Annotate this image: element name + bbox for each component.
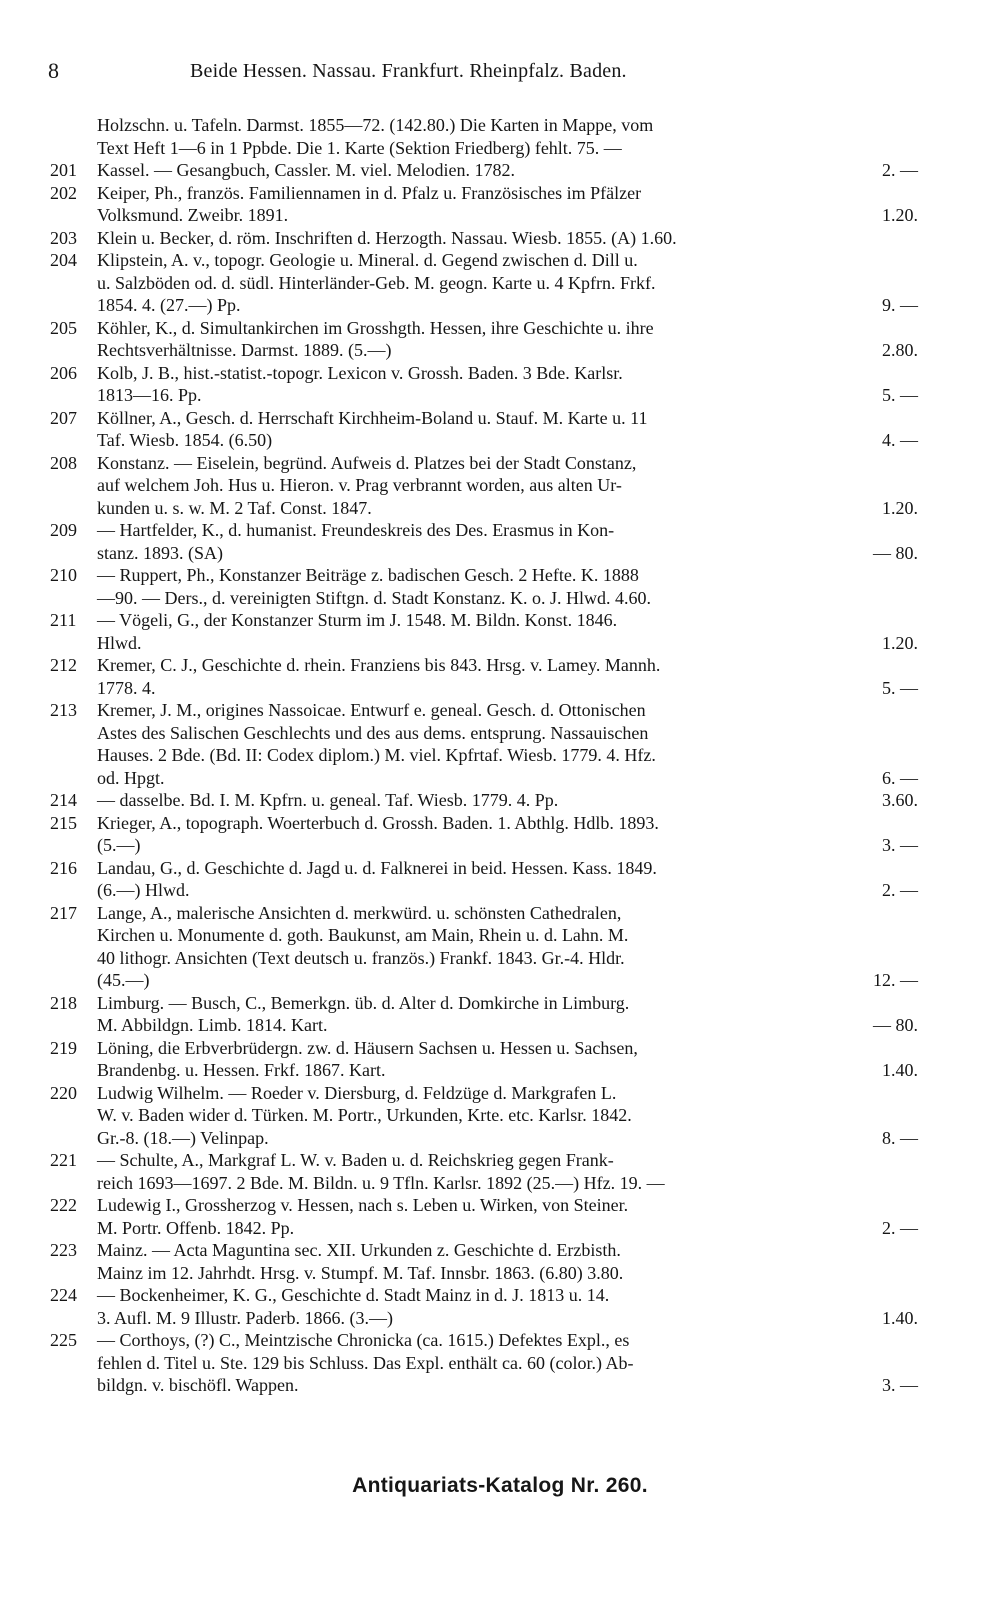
entry-number: 217 <box>50 902 77 923</box>
catalog-entry <box>0 699 1000 789</box>
entry-price: — 80. <box>873 1015 918 1035</box>
entry-text: Keiper, Ph., französ. Familiennamen in d. Pfalz u. Französisches im Pfälzer <box>97 182 642 203</box>
entry-line <box>0 1059 1000 1082</box>
entry-line <box>0 1104 1000 1127</box>
entry-price: 3. — <box>882 835 918 855</box>
entry-text: — Bockenheimer, K. G., Geschichte d. Stadt Mainz in d. J. 1813 u. 14. <box>97 1285 610 1305</box>
entry-text: M. Portr. Offenb. 1842. Pp. <box>97 1217 295 1238</box>
entry-price: 1.20. <box>882 205 918 225</box>
entry-text: — Hartfelder, K., d. humanist. Freundeskreis des Des. Erasmus in Kon- <box>97 520 615 540</box>
entry-line <box>0 1262 1000 1285</box>
entry-price: 3.60. <box>882 790 918 810</box>
entry-line <box>0 857 1000 880</box>
entry-line <box>0 1284 1000 1307</box>
entry-line <box>0 834 1000 857</box>
entry-line <box>0 1307 1000 1330</box>
entry-text: Konstanz. — Eiselein, begründ. Aufweis d. Platzes bei der Stadt Constanz, <box>97 452 637 473</box>
catalog-entry <box>0 1329 1000 1397</box>
catalog-entry <box>0 452 1000 520</box>
entry-text: 3. Aufl. M. 9 Illustr. Paderb. 1866. (3.—) <box>97 1307 393 1328</box>
entry-line <box>0 632 1000 655</box>
catalog-entry <box>0 362 1000 407</box>
entry-number: 214 <box>50 790 77 810</box>
entry-line <box>0 452 1000 475</box>
catalog-entry <box>0 407 1000 452</box>
entry-line <box>0 992 1000 1015</box>
entry-text: W. v. Baden wider d. Türken. M. Portr., Urkunden, Krte. etc. Karlsr. 1842. <box>97 1105 632 1125</box>
entry-line <box>0 317 1000 340</box>
entry-price: 5. — <box>882 385 918 405</box>
entry-line <box>0 1239 1000 1262</box>
entry-line <box>0 609 1000 632</box>
entry-price: 3. — <box>882 1375 918 1395</box>
entry-line <box>0 474 1000 497</box>
entry-price: 2.80. <box>882 340 918 360</box>
entry-number: 206 <box>50 362 77 383</box>
entry-text: Brandenbg. u. Hessen. Frkf. 1867. Kart. <box>97 1060 386 1080</box>
running-title: Beide Hessen. Nassau. Frankfurt. Rheinpfalz. Baden. <box>190 60 627 82</box>
entry-line <box>0 137 1000 160</box>
entry-text: od. Hpgt. <box>97 767 165 788</box>
catalog-entry <box>0 249 1000 317</box>
entry-line <box>0 1374 1000 1397</box>
entry-line <box>0 497 1000 520</box>
entry-price: 1.40. <box>882 1060 918 1080</box>
entry-text: Limburg. — Busch, C., Bemerkgn. üb. d. Alter d. Domkirche in Limburg. <box>97 992 630 1013</box>
entry-text: — Ruppert, Ph., Konstanzer Beiträge z. badischen Gesch. 2 Hefte. K. 1888 <box>97 565 639 585</box>
entry-number: 222 <box>50 1195 77 1215</box>
entry-line <box>0 722 1000 745</box>
entry-line <box>0 699 1000 722</box>
entry-text: u. Salzböden od. d. südl. Hinterländer-Geb. M. geogn. Karte u. 4 Kpfrn. Frkf. <box>97 272 656 293</box>
entry-price: 6. — <box>882 767 918 788</box>
entry-line <box>0 407 1000 430</box>
entry-line <box>0 1194 1000 1217</box>
entry-number: 220 <box>50 1082 77 1103</box>
entry-text: reich 1693—1697. 2 Bde. M. Bildn. u. 9 Tfln. Karlsr. 1892 (25.—) Hfz. 19. — <box>97 1172 665 1193</box>
entry-line <box>0 249 1000 272</box>
entry-line <box>0 272 1000 295</box>
entry-price: 1.20. <box>882 497 918 518</box>
entry-line <box>0 429 1000 452</box>
entry-price: 9. — <box>882 295 918 315</box>
catalog-entry <box>0 609 1000 654</box>
entry-line <box>0 1082 1000 1105</box>
catalog-entry <box>0 159 1000 182</box>
entry-price: — 80. <box>873 542 918 563</box>
entry-text: — Schulte, A., Markgraf L. W. v. Baden u. d. Reichskrieg gegen Frank- <box>97 1150 614 1170</box>
entry-text: (6.—) Hlwd. <box>97 880 190 900</box>
entry-line <box>0 204 1000 227</box>
entry-price: 8. — <box>882 1127 918 1148</box>
entry-text: Ludewig I., Grossherzog v. Hessen, nach s. Leben u. Wirken, von Steiner. <box>97 1195 629 1215</box>
entry-line <box>0 159 1000 182</box>
catalog-entry <box>0 519 1000 564</box>
catalog-entry <box>0 902 1000 992</box>
entry-text: Löning, die Erbverbrüdergn. zw. d. Häusern Sachsen u. Hessen u. Sachsen, <box>97 1037 638 1058</box>
entry-text: Klein u. Becker, d. röm. Inschriften d. Herzogth. Nassau. Wiesb. 1855. (A) 1.60. <box>97 227 677 248</box>
catalog-entry <box>0 857 1000 902</box>
entry-number: 215 <box>50 812 77 833</box>
entry-text: 40 lithogr. Ansichten (Text deutsch u. französ.) Frankf. 1843. Gr.-4. Hldr. <box>97 947 625 968</box>
catalog-entry <box>0 1082 1000 1150</box>
entry-text: —90. — Ders., d. vereinigten Stiftgn. d. Stadt Konstanz. K. o. J. Hlwd. 4.60. <box>97 587 651 608</box>
entry-line <box>0 1172 1000 1195</box>
entry-text: Taf. Wiesb. 1854. (6.50) <box>97 430 273 450</box>
catalog-entry <box>0 227 1000 250</box>
entry-text: fehlen d. Titel u. Ste. 129 bis Schluss. Das Expl. enthält ca. 60 (color.) Ab- <box>97 1352 634 1373</box>
entry-number: 225 <box>50 1330 77 1350</box>
entry-line <box>0 1037 1000 1060</box>
entry-text: Mainz im 12. Jahrhdt. Hrsg. v. Stumpf. M. Taf. Innsbr. 1863. (6.80) 3.80. <box>97 1262 624 1283</box>
entry-text: stanz. 1893. (SA) <box>97 542 223 563</box>
catalog-entry <box>0 1239 1000 1284</box>
entry-number: 207 <box>50 407 77 428</box>
entry-text: 1854. 4. (27.—) Pp. <box>97 295 241 315</box>
entry-text: M. Abbildgn. Limb. 1814. Kart. <box>97 1015 328 1035</box>
entry-line <box>0 227 1000 250</box>
entry-number: 224 <box>50 1285 77 1305</box>
entry-text: Kremer, J. M., origines Nassoicae. Entwurf e. geneal. Gesch. d. Ottonischen <box>97 700 646 720</box>
entry-line <box>0 744 1000 767</box>
entry-text: 1778. 4. <box>97 677 156 698</box>
entry-line <box>0 564 1000 587</box>
entry-text: Köllner, A., Gesch. d. Herrschaft Kirchheim-Boland u. Stauf. M. Karte u. 11 <box>97 407 648 428</box>
entry-number: 202 <box>50 182 77 203</box>
entry-text: Hauses. 2 Bde. (Bd. II: Codex diplom.) M. viel. Kpfrtaf. Wiesb. 1779. 4. Hfz. <box>97 745 656 765</box>
entry-text: Mainz. — Acta Maguntina sec. XII. Urkunden z. Geschichte d. Erzbisth. <box>97 1240 621 1260</box>
catalog-entries <box>0 114 1000 1397</box>
entry-text: — Corthoys, (?) C., Meintzische Chronicka (ca. 1615.) Defektes Expl., es <box>97 1330 630 1350</box>
entry-line <box>0 519 1000 542</box>
entry-price: 12. — <box>873 970 918 990</box>
entry-text: Krieger, A., topograph. Woerterbuch d. Grossh. Baden. 1. Abthlg. Hdlb. 1893. <box>97 812 659 833</box>
entry-text: (45.—) <box>97 970 150 990</box>
entry-text: Kolb, J. B., hist.-statist.-topogr. Lexicon v. Grossh. Baden. 3 Bde. Karlsr. <box>97 362 623 383</box>
entry-number: 216 <box>50 857 77 878</box>
entry-line <box>0 362 1000 385</box>
entry-number: 205 <box>50 317 77 338</box>
entry-number: 223 <box>50 1240 77 1260</box>
entry-line <box>0 114 1000 137</box>
entry-line <box>0 294 1000 317</box>
entry-line <box>0 542 1000 565</box>
entry-text: Landau, G., d. Geschichte d. Jagd u. d. Falknerei in beid. Hessen. Kass. 1849. <box>97 857 657 878</box>
catalog-entry <box>0 1194 1000 1239</box>
catalog-entry <box>0 114 1000 159</box>
entry-text: Kremer, C. J., Geschichte d. rhein. Franziens bis 843. Hrsg. v. Lamey. Mannh. <box>97 655 661 675</box>
entry-line <box>0 1014 1000 1037</box>
entry-number: 201 <box>50 160 77 180</box>
catalog-entry <box>0 317 1000 362</box>
entry-number: 203 <box>50 227 77 248</box>
entry-line <box>0 654 1000 677</box>
entry-number: 212 <box>50 655 77 675</box>
entry-line <box>0 947 1000 970</box>
page-number: 8 <box>48 58 59 83</box>
entry-line <box>0 902 1000 925</box>
entry-number: 218 <box>50 992 77 1013</box>
entry-line <box>0 924 1000 947</box>
entry-line <box>0 339 1000 362</box>
entry-line <box>0 879 1000 902</box>
entry-text: kunden u. s. w. M. 2 Taf. Const. 1847. <box>97 497 372 518</box>
entry-line <box>0 587 1000 610</box>
entry-number: 208 <box>50 452 77 473</box>
entry-number: 204 <box>50 250 77 270</box>
entry-line <box>0 182 1000 205</box>
catalog-entry <box>0 992 1000 1037</box>
entry-text: bildgn. v. bischöfl. Wappen. <box>97 1375 299 1395</box>
entry-text: Volksmund. Zweibr. 1891. <box>97 205 289 225</box>
entry-text: — Vögeli, G., der Konstanzer Sturm im J. 1548. M. Bildn. Konst. 1846. <box>97 610 618 630</box>
catalog-entry <box>0 654 1000 699</box>
entry-price: 1.40. <box>882 1307 918 1328</box>
catalog-entry <box>0 564 1000 609</box>
catalog-entry <box>0 1149 1000 1194</box>
catalog-entry <box>0 1037 1000 1082</box>
entry-line <box>0 789 1000 812</box>
entry-number: 213 <box>50 700 77 720</box>
entry-number: 210 <box>50 565 77 585</box>
entry-number: 221 <box>50 1150 77 1170</box>
page-header <box>0 58 1000 90</box>
entry-number: 219 <box>50 1037 77 1058</box>
entry-line <box>0 1149 1000 1172</box>
entry-text: — dasselbe. Bd. I. M. Kpfrn. u. geneal. Taf. Wiesb. 1779. 4. Pp. <box>97 790 559 810</box>
entry-price: 4. — <box>882 430 918 450</box>
entry-text: Ludwig Wilhelm. — Roeder v. Diersburg, d. Feldzüge d. Markgrafen L. <box>97 1082 617 1103</box>
entry-price: 2. — <box>882 880 918 900</box>
entry-text: Köhler, K., d. Simultankirchen im Grosshgth. Hessen, ihre Geschichte u. ihre <box>97 317 654 338</box>
entry-line <box>0 767 1000 790</box>
entry-line <box>0 1329 1000 1352</box>
entry-line <box>0 969 1000 992</box>
entry-line <box>0 1127 1000 1150</box>
entry-text: Text Heft 1—6 in 1 Ppbde. Die 1. Karte (Sektion Friedberg) fehlt. 75. — <box>97 137 622 158</box>
entry-text: Klipstein, A. v., topogr. Geologie u. Mineral. d. Gegend zwischen d. Dill u. <box>97 250 638 270</box>
entry-line <box>0 1217 1000 1240</box>
catalog-entry <box>0 1284 1000 1329</box>
entry-price: 1.20. <box>882 632 918 653</box>
entry-text: Rechtsverhältnisse. Darmst. 1889. (5.—) <box>97 340 392 360</box>
entry-line <box>0 677 1000 700</box>
entry-line <box>0 384 1000 407</box>
catalog-entry <box>0 812 1000 857</box>
entry-text: Hlwd. <box>97 632 142 653</box>
entry-price: 2. — <box>882 1217 918 1238</box>
entry-text: (5.—) <box>97 835 141 855</box>
catalog-entry <box>0 182 1000 227</box>
entry-price: 2. — <box>882 160 918 180</box>
entry-text: Holzschn. u. Tafeln. Darmst. 1855—72. (142.80.) Die Karten in Mappe, vom <box>97 115 654 135</box>
entry-text: Kassel. — Gesangbuch, Cassler. M. viel. Melodien. 1782. <box>97 160 515 180</box>
entry-line <box>0 1352 1000 1375</box>
entry-text: Kirchen u. Monumente d. goth. Baukunst, am Main, Rhein u. d. Lahn. M. <box>97 925 629 945</box>
catalog-footer: Antiquariats-Katalog Nr. 260. <box>352 1474 648 1497</box>
catalog-entry <box>0 789 1000 812</box>
entry-text: auf welchem Joh. Hus u. Hieron. v. Prag verbrannt worden, aus alten Ur- <box>97 475 622 495</box>
entry-number: 211 <box>50 610 77 630</box>
entry-text: Astes des Salischen Geschlechts und des aus dems. entsprung. Nassauischen <box>97 722 649 743</box>
entry-text: Lange, A., malerische Ansichten d. merkwürd. u. schönsten Cathedralen, <box>97 902 622 923</box>
entry-price: 5. — <box>882 677 918 698</box>
entry-text: 1813—16. Pp. <box>97 385 202 405</box>
entry-text: Gr.-8. (18.—) Velinpap. <box>97 1127 269 1148</box>
entry-line <box>0 812 1000 835</box>
entry-number: 209 <box>50 520 77 540</box>
